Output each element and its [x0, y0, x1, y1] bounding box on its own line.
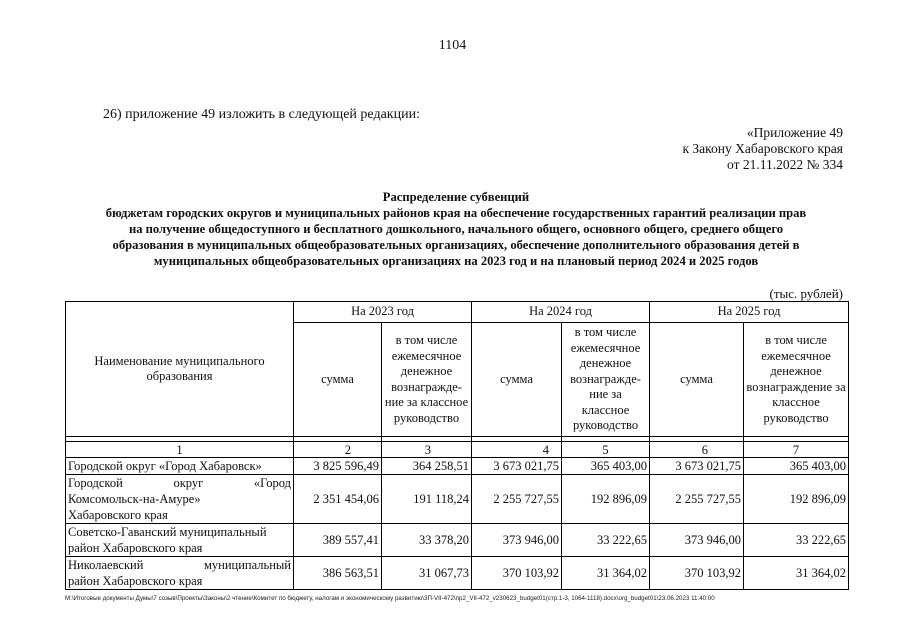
cell-incl-2023: 191 118,24 [382, 475, 472, 524]
name-line: Хабаровского края [68, 508, 168, 522]
cell-sum-2023: 2 351 454,06 [294, 475, 382, 524]
cell-sum-2025: 3 673 021,75 [650, 458, 744, 475]
header-sum-2025: сумма [650, 323, 744, 437]
header-year-2025: На 2025 год [650, 302, 849, 323]
table-row [66, 475, 849, 524]
document-title [60, 189, 852, 269]
page-number: 1104 [438, 38, 467, 53]
header-year-2024: На 2024 год [472, 302, 650, 323]
title-line: на получение общедоступного и бесплатного дошкольного, начального общего, основного общего, среднего общего [128, 222, 784, 236]
municipality-name [66, 524, 294, 557]
cell-incl-2024: 365 403,00 [562, 458, 650, 475]
name-word: Городской [68, 476, 123, 490]
cell-sum-2024: 373 946,00 [472, 524, 562, 557]
table-row [66, 524, 849, 557]
cell-incl-2024: 33 222,65 [562, 524, 650, 557]
column-number-row [66, 442, 849, 458]
units-label: (тыс. рублей) [769, 286, 843, 301]
cell-incl-2025: 33 222,65 [744, 524, 849, 557]
cell-incl-2024: 31 364,02 [562, 557, 650, 590]
cell-incl-2023: 31 067,73 [382, 557, 472, 590]
appendix-line: к Закону Хабаровского края [682, 141, 843, 156]
cell-incl-2025: 365 403,00 [744, 458, 849, 475]
column-number: 3 [382, 442, 472, 458]
municipality-name: Городской округ «Город Хабаровск» [66, 458, 294, 475]
title-line: бюджетам городских округов и муниципальных районов края на обеспечение государственных гарантий реализации прав [105, 206, 807, 220]
header-sum-2023: сумма [294, 323, 382, 437]
subsidy-table [65, 301, 849, 590]
cell-sum-2023: 3 825 596,49 [294, 458, 382, 475]
cell-sum-2023: 389 557,41 [294, 524, 382, 557]
name-line: Комсомольск-на-Амуре» [68, 492, 201, 506]
name-line [68, 557, 291, 573]
column-number: 5 [562, 442, 650, 458]
name-line: Советско-Гаванский муниципальный [68, 525, 267, 539]
cell-sum-2025: 373 946,00 [650, 524, 744, 557]
column-number: 2 [294, 442, 382, 458]
name-line: район Хабаровского края [68, 541, 203, 555]
cell-incl-2025: 192 896,09 [744, 475, 849, 524]
appendix-reference [682, 125, 843, 173]
intro-text: 26) приложение 49 изложить в следующей редакции: [103, 107, 420, 122]
cell-incl-2023: 364 258,51 [382, 458, 472, 475]
table-row [66, 458, 849, 475]
header-incl-2023: в том числе ежемесячное денежное вознагражде-ние за классное руководство [382, 323, 472, 437]
header-incl-2024: в том числе ежемесячное денежное вознагражде-ние за классное руководство [562, 323, 650, 437]
name-word: «Город [253, 476, 291, 490]
table-row [66, 557, 849, 590]
header-sum-2024: сумма [472, 323, 562, 437]
cell-sum-2024: 370 103,92 [472, 557, 562, 590]
name-word: Николаевский [68, 558, 144, 572]
file-path-footer: M:\Итоговые документы Думы\7 созыв\Проекты\Законы\2 чтение\Комитет по бюджету, налогам и экономическому развитию\3П-VII-472\пр2_VII-472_v230623_budget01(стр.1-3, 1064-1118).docx\org_budget01\23.06.2023 11:40:00 [65, 595, 715, 602]
cell-sum-2024: 3 673 021,75 [472, 458, 562, 475]
municipality-name [66, 557, 294, 590]
header-year-2023: На 2023 год [294, 302, 472, 323]
name-word: муниципальный [204, 558, 291, 572]
column-number: 6 [650, 442, 744, 458]
name-word: округ [173, 476, 204, 490]
cell-incl-2024: 192 896,09 [562, 475, 650, 524]
appendix-line: «Приложение 49 [746, 125, 843, 140]
cell-incl-2025: 31 364,02 [744, 557, 849, 590]
name-line [68, 475, 291, 491]
header-name-column: Наименование муниципального образования [66, 302, 294, 437]
appendix-line: от 21.11.2022 № 334 [727, 157, 843, 172]
cell-sum-2023: 386 563,51 [294, 557, 382, 590]
cell-sum-2025: 2 255 727,55 [650, 475, 744, 524]
column-number: 4 [472, 442, 562, 458]
header-row-years [66, 302, 849, 323]
municipality-name [66, 475, 294, 524]
title-line: Распределение субвенций [382, 190, 530, 204]
header-incl-2025: в том числе ежемесячное денежное вознаграждение за классное руководство [744, 323, 849, 437]
name-line: район Хабаровского края [68, 574, 203, 588]
cell-incl-2023: 33 378,20 [382, 524, 472, 557]
cell-sum-2025: 370 103,92 [650, 557, 744, 590]
title-line: образования в муниципальных общеобразовательных организациях, обеспечение дополнительного образования детей в [112, 238, 800, 252]
cell-sum-2024: 2 255 727,55 [472, 475, 562, 524]
column-number: 1 [66, 442, 294, 458]
column-number: 7 [744, 442, 849, 458]
title-line: муниципальных общеобразовательных организациях на 2023 год и на плановый период 2024 и 2025 годов [153, 254, 759, 268]
